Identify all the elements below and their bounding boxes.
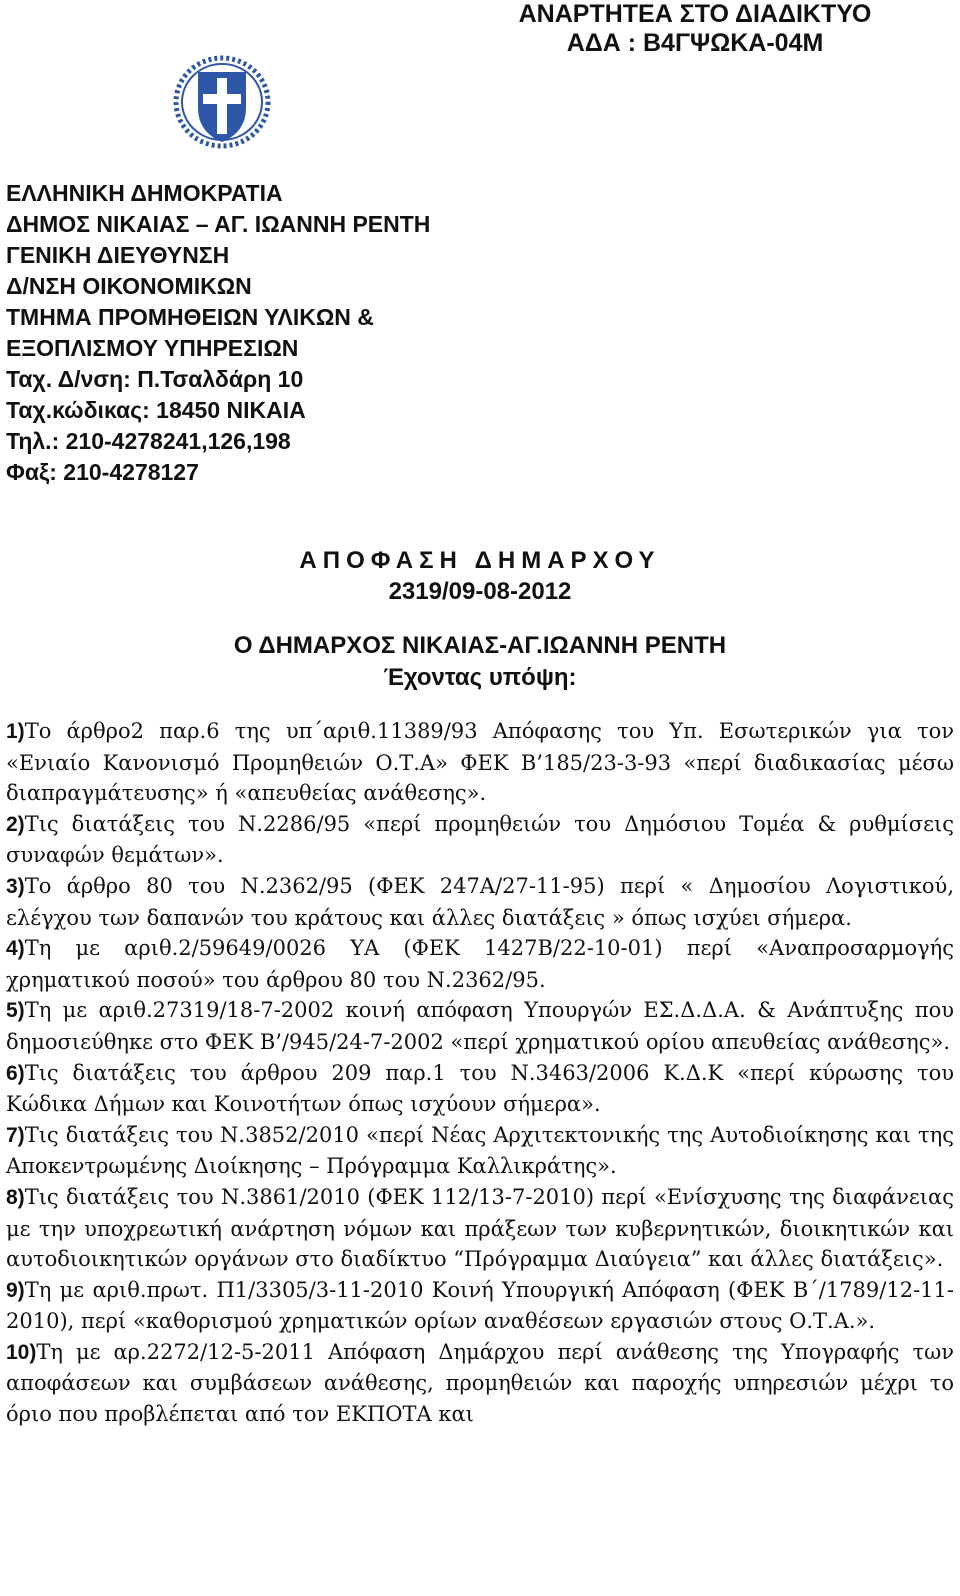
list-item <box>6 933 954 995</box>
considerations-list <box>6 716 954 1430</box>
publication-notice-line: ΑΝΑΡΤΗΤΕΑ ΣΤΟ ΔΙΑΔΙΚΤΥΟ <box>518 0 872 28</box>
item-number: 8) <box>6 1185 25 1209</box>
item-text: Τη με αριθ.27319/18-7-2002 κοινή απόφαση Υπουργών ΕΣ.Δ.Δ.Α. & Ανάπτυξης που δημοσιεύθηκε στο ΦΕΚ Β’/945/24-7-2002 «περί χρηματικού ορίου απευθείας ανάθεσης». <box>6 998 954 1054</box>
list-item <box>6 1337 954 1430</box>
list-item <box>6 1058 954 1120</box>
header-line-country: ΕΛΛΗΝΙΚΗ ΔΗΜΟΚΡΑΤΙΑ <box>6 180 283 206</box>
header-line-department-cont: ΕΞΟΠΛΙΣΜΟΥ ΥΠΗΡΕΣΙΩΝ <box>6 335 299 361</box>
item-text: Τις διατάξεις του άρθρου 209 παρ.1 του Ν.3463/2006 Κ.Δ.Κ «περί κύρωσης του Κώδικα Δήμων και Κοινοτήτων όπως ισχύουν σήμερα». <box>6 1060 954 1117</box>
header-line-division: Δ/ΝΣΗ ΟΙΚΟΝΟΜΙΚΩΝ <box>6 273 252 299</box>
considering-heading: Έχοντας υπόψη: <box>383 664 577 691</box>
header-line-fax: Φαξ: 210-4278127 <box>6 459 199 485</box>
list-item <box>6 1182 954 1275</box>
greek-coat-of-arms-icon <box>172 50 272 150</box>
item-text: Τις διατάξεις του Ν.3852/2010 «περί Νέας Αρχιτεκτονικής της Αυτοδιοίκησης και της Αποκεντρωμένης Διοίκησης – Πρόγραμμα Καλλικράτης». <box>6 1122 954 1179</box>
item-text: Τη με αριθ.2/59649/0026 ΥΑ (ΦΕΚ 1427Β/22-10-01) περί «Αναπροσαρμογής χρηματικού ποσού» του άρθρου 80 του Ν.2362/95. <box>6 936 954 992</box>
item-text: Τις διατάξεις του Ν.2286/95 «περί προμηθειών του Δημόσιου Τομέα & ρυθμίσεις συναφών θεμάτων». <box>6 811 954 868</box>
item-text: Τη με αριθ.πρωτ. Π1/3305/3-11-2010 Κοινή Υπουργική Απόφαση (ΦΕΚ Β΄/1789/12-11-2010), περί «καθορισμού χρηματικών ορίων αναθέσεων εργασιών στους Ο.Τ.Α.». <box>6 1277 954 1334</box>
item-text: Τις διατάξεις του Ν.3861/2010 (ΦΕΚ 112/13-7-2010) περί «Ενίσχυσης της διαφάνειας με την υποχρεωτική ανάρτηση νόμων και πράξεων των κυβερνητικών, διοικητικών και αυτοδιοικητικών οργάνων στο διαδίκτυο “Πρόγραμμα Διαύγεια” και άλλες διατάξεις». <box>6 1184 954 1272</box>
item-number: 4) <box>6 937 25 961</box>
item-number: 3) <box>6 874 25 898</box>
list-item <box>6 995 954 1057</box>
item-number: 10) <box>6 1340 37 1364</box>
publication-notice <box>470 0 920 58</box>
item-number: 7) <box>6 1123 25 1147</box>
issuer-header <box>6 178 430 488</box>
header-line-address: Ταχ. Δ/νση: Π.Τσαλδάρη 10 <box>6 366 304 392</box>
list-item <box>6 809 954 871</box>
ada-code: ΑΔΑ : Β4ΓΨΩΚΑ-04Μ <box>566 29 824 57</box>
item-number: 9) <box>6 1278 25 1302</box>
item-text: Το άρθρο 80 του Ν.2362/95 (ΦΕΚ 247Α/27-11-95) περί « Δημοσίου Λογιστικού, ελέγχου των δαπανών του κράτους και άλλες διατάξεις » όπως ισχύει σήμερα. <box>6 873 954 930</box>
list-item <box>6 1275 954 1337</box>
item-number: 5) <box>6 999 25 1023</box>
decision-title: ΑΠΟΦΑΣΗ ΔΗΜΑΡΧΟΥ <box>299 547 661 574</box>
item-number: 2) <box>6 812 25 836</box>
header-line-phone: Τηλ.: 210-4278241,126,198 <box>6 428 291 454</box>
item-number: 1) <box>6 720 25 743</box>
list-item <box>6 1120 954 1182</box>
item-number: 6) <box>6 1061 25 1085</box>
header-line-department: ΤΜΗΜΑ ΠΡΟΜΗΘΕΙΩΝ ΥΛΙΚΩΝ & <box>6 304 374 330</box>
list-item <box>6 716 954 809</box>
header-line-directorate: ΓΕΝΙΚΗ ΔΙΕΥΘΥΝΣΗ <box>6 242 230 268</box>
header-line-municipality: ΔΗΜΟΣ ΝΙΚΑΙΑΣ – ΑΓ. ΙΩΑΝΝΗ ΡΕΝΤΗ <box>6 211 431 237</box>
header-line-postcode: Ταχ.κώδικας: 18450 ΝΙΚΑΙΑ <box>6 397 306 423</box>
decision-number: 2319/09-08-2012 <box>388 578 572 605</box>
item-text: Το άρθρο2 παρ.6 της υπ΄αριθ.11389/93 Απόφασης του Υπ. Εσωτερικών για τον «Ενιαίο Κανονισμό Προμηθειών Ο.Τ.Α» ΦΕΚ Β’185/23-3-93 «περί διαδικασίας μέσω διαπραγμάτευσης» ή «απευθείας ανάθεσης». <box>6 719 954 806</box>
list-item <box>6 871 954 933</box>
item-text: Τη με αρ.2272/12-5-2011 Απόφαση Δημάρχου περί ανάθεσης της Υπογραφής των αποφάσεων και συμβάσεων ανάθεσης, προμηθειών και παροχής υπηρεσιών μέχρι το όριο που προβλέπεται από τον ΕΚΠΟΤΑ και <box>6 1339 954 1427</box>
mayor-heading: Ο ΔΗΜΑΡΧΟΣ ΝΙΚΑΙΑΣ-ΑΓ.ΙΩΑΝΝΗ ΡΕΝΤΗ <box>233 632 727 659</box>
